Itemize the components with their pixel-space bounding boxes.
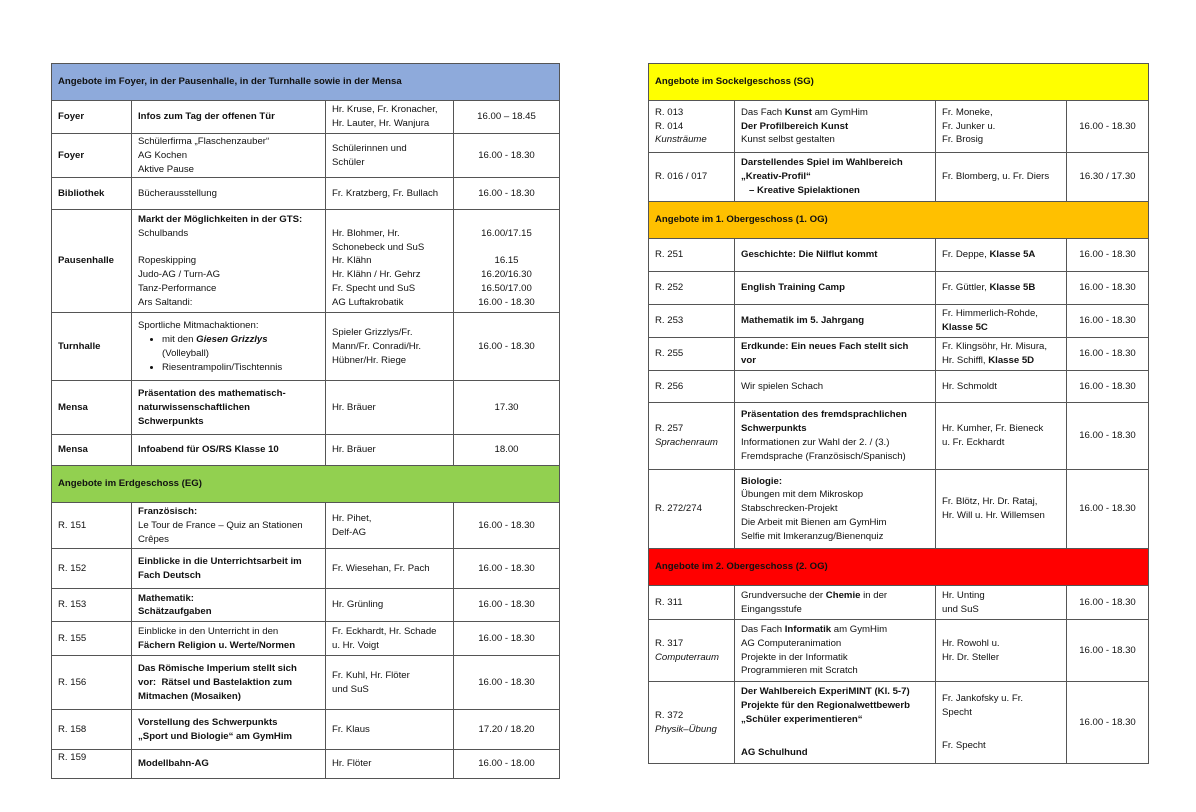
activity-line: vor: Rätsel und Bastelaktion zum [138,676,293,688]
staff-line [332,213,447,227]
activity-line: „Kreativ-Profil“ [741,171,811,183]
staff-cell [936,586,1067,620]
time-cell: 16.00 - 18.30 [1067,338,1149,371]
activity-cell: Geschichte: Die Nilflut kommt [735,239,936,272]
staff-line: Hr. Dr. Steller [942,651,1000,663]
section-title: Angebote im Sockelgeschoss (SG) [649,64,1149,101]
table-row [649,153,1149,202]
time-line [460,213,553,227]
activity-line: Projekte für den Regionalwettbewerb [741,699,910,711]
activity-line: Stabschrecken-Projekt [741,503,838,515]
staff-line: Delf-AG [332,526,367,538]
activity-line: Tanz-Performance [138,283,217,295]
staff-line: Fr. Moneke, [942,106,993,118]
time-cell: 16.00 - 18.30 [454,503,560,549]
activity-text: Das Fach [741,623,785,635]
room-label: Sprachenraum [655,437,718,448]
activity-cell [132,549,326,589]
staff-cell: Hr. Flöter [326,750,454,779]
activity-line: Programmieren mit Scratch [741,665,858,677]
room-cell: R. 311 [649,586,735,620]
activity-line: AG Schulhund [741,747,808,759]
staff-line: Schonebeck und SuS [332,241,425,253]
time-cell: 16.00 - 18.30 [454,622,560,656]
time-cell [454,210,560,313]
staff-line: Fr. Junker u. [942,120,996,132]
activity-text: am GymHim [811,106,868,118]
right-schedule-table [648,63,1149,764]
room-cell: R. 252 [649,272,735,305]
staff-line: Fr. Kuhl, Hr. Flöter [332,670,410,682]
table-row [649,338,1149,371]
staff-text: Fr. Deppe, [942,249,990,261]
room-cell: R. 151 [52,503,132,549]
activity-cell: English Training Camp [735,272,936,305]
staff-line: Hr. Klähn [332,255,372,267]
table-row [52,710,560,750]
staff-line: Spieler Grizzlys/Fr. [332,327,413,339]
staff-cell [326,503,454,549]
staff-cell [936,470,1067,549]
activity-line: Präsentation des mathematisch- [138,388,286,400]
activity-cell [735,338,936,371]
table-row [52,313,560,381]
bullet-text: Riesentrampolin/Tischtennis [162,361,283,373]
time-cell: 16.00 - 18.30 [454,549,560,589]
staff-line: Fr. Specht und SuS [332,283,416,295]
activity-text: Grundversuche der [741,589,826,601]
activity-line: Das Römische Imperium stellt sich [138,663,297,675]
staff-cell [326,101,454,134]
room-cell: R. 256 [649,371,735,403]
bullet-team-name: Giesen Grizzlys [196,334,268,346]
activity-line: Darstellendes Spiel im Wahlbereich [741,157,903,169]
section-header-og2 [649,549,1149,586]
room-cell: R. 251 [649,239,735,272]
activity-cell [132,503,326,549]
time-cell: 16.00 - 18.30 [454,134,560,178]
room-cell: R. 016 / 017 [649,153,735,202]
time-cell: 16.30 / 17.30 [1067,153,1149,202]
time-line: 16.00/17.15 [481,227,532,239]
staff-line: Hr. Pihet, [332,513,372,525]
bullet-text: (Volleyball) [162,347,209,359]
activity-cell [132,622,326,656]
table-row [649,470,1149,549]
room-cell: R. 156 [52,656,132,710]
list-item [162,361,319,375]
staff-cell [936,272,1067,305]
staff-cell [326,210,454,313]
activity-line: Einblicke in die Unterrichtsarbeit im [138,556,302,568]
room-cell: R. 152 [52,549,132,589]
room-line: R. 257 [655,423,684,435]
time-cell: 16.00 - 18.30 [1067,101,1149,153]
staff-line: u. Hr. Voigt [332,639,379,651]
time-cell: 16.00 - 18.30 [454,313,560,381]
staff-line: Hr. Kruse, Fr. Kronacher, [332,104,438,116]
staff-line: und SuS [942,603,979,615]
time-cell: 16.00 - 18.00 [454,750,560,779]
activity-line: Die Arbeit mit Bienen am GymHim [741,516,887,528]
staff-cell: Hr. Grünling [326,589,454,622]
class-label: Klasse 5A [989,249,1036,261]
table-row [649,682,1149,764]
subject-name: Chemie [825,589,861,601]
room-line: R. 013 [655,106,684,118]
section-header-sg [649,64,1149,101]
activity-line: Der Wahlbereich ExperiMINT (Kl. 5-7) [741,685,910,697]
activity-cell: Modellbahn-AG [132,750,326,779]
activity-cell [735,403,936,470]
room-cell: Bibliothek [52,178,132,210]
room-cell: R. 255 [649,338,735,371]
staff-text: Hr. Schiffl, [942,355,989,366]
activity-line: Crêpes [138,533,169,545]
room-cell: R. 153 [52,589,132,622]
section-header-foyer [52,64,560,101]
room-cell: R. 155 [52,622,132,656]
room-cell: Mensa [52,435,132,466]
time-line: 16.50/17.00 [481,283,532,295]
activity-line: Erdkunde: Ein neues Fach stellt sich [741,341,909,353]
activity-cell [735,470,936,549]
staff-line: Hr. Kumher, Fr. Bieneck [942,423,1044,435]
activity-cell [132,210,326,313]
room-cell [649,403,735,470]
table-row [649,371,1149,403]
table-row [52,503,560,549]
time-line: 16.00 - 18.30 [478,296,535,308]
activity-line: Übungen mit dem Mikroskop [741,489,864,501]
activity-cell [132,589,326,622]
activity-line: Schülerfirma „Flaschenzauber“ [138,136,270,147]
staff-line: Hübner/Hr. Riege [332,354,407,366]
staff-cell: Fr. Kratzberg, Fr. Bullach [326,178,454,210]
room-line: R. 014 [655,120,684,132]
activity-line: Selfie mit Imkeranzug/Bienenquiz [741,530,884,542]
activity-line: – Kreative Spielaktionen [741,184,860,196]
table-row [52,210,560,313]
staff-line: Fr. Specht [942,740,986,752]
staff-cell [326,313,454,381]
activity-cell [132,710,326,750]
table-row [52,435,560,466]
staff-cell: Fr. Blomberg, u. Fr. Diers [936,153,1067,202]
activity-line: „Schüler experimentieren“ [741,713,863,725]
table-row [52,101,560,134]
activity-title: Biologie: [741,475,783,487]
activity-line: naturwissenschaftlichen [138,401,250,413]
time-cell: 16.00 - 18.30 [1067,371,1149,403]
room-cell: R. 272/274 [649,470,735,549]
activity-line: Ars Saltandi: [138,296,193,308]
staff-line: Hr. Klähn / Hr. Gehrz [332,269,421,281]
activity-line: Projekte in der Informatik [741,651,848,663]
staff-line: AG Luftakrobatik [332,296,404,308]
class-label: Klasse 5C [942,322,988,333]
room-cell [649,101,735,153]
table-row [649,620,1149,682]
activity-cell [132,134,326,178]
staff-cell [936,101,1067,153]
section-header-eg [52,466,560,503]
list-item [162,333,319,361]
activity-cell: Wir spielen Schach [735,371,936,403]
staff-cell: Fr. Klaus [326,710,454,750]
bullet-text: mit den [162,334,197,346]
staff-line: Fr. Brosig [942,134,984,146]
activity-line: Fach Deutsch [138,569,201,581]
staff-cell [326,134,454,178]
staff-line: Fr. Eckhardt, Hr. Schade [332,626,437,638]
staff-line: Specht [942,706,972,718]
staff-line: Hr. Blohmer, Hr. [332,227,400,239]
activity-text: Das Fach [741,106,785,118]
table-row [649,101,1149,153]
activity-line: Eingangsstufe [741,603,802,615]
staff-cell: Hr. Bräuer [326,381,454,435]
activity-title: Französisch: [138,506,198,518]
activity-line: Mitmachen (Mosaiken) [138,690,241,702]
staff-cell: Hr. Bräuer [326,435,454,466]
activity-line: Mathematik: [138,592,194,604]
activity-cell [735,153,936,202]
activity-line: Schwerpunkts [138,415,204,427]
section-title: Angebote im Foyer, in der Pausenhalle, in der Turnhalle sowie in der Mensa [52,64,560,101]
activity-line [138,241,319,255]
activity-line: Ropeskipping [138,255,197,267]
activity-cell [735,101,936,153]
table-row [649,239,1149,272]
staff-line: u. Fr. Eckhardt [942,437,1005,448]
activity-cell [132,313,326,381]
activity-cell: Mathematik im 5. Jahrgang [735,305,936,338]
staff-cell: Fr. Wiesehan, Fr. Pach [326,549,454,589]
activity-line: Schwerpunkts [741,423,807,435]
activity-line: Fremdsprache (Französisch/Spanisch) [741,450,906,462]
activity-cell: Infos zum Tag der offenen Tür [132,101,326,134]
time-cell: 16.00 - 18.30 [1067,272,1149,305]
table-row [52,178,560,210]
time-cell: 16.00 - 18.30 [1067,682,1149,764]
activity-line: Schulbands [138,227,189,239]
activity-cell [132,656,326,710]
staff-line: Hr. Lauter, Hr. Wanjura [332,118,430,129]
activity-cell: Bücherausstellung [132,178,326,210]
table-row [649,305,1149,338]
time-cell: 16.00 - 18.30 [454,178,560,210]
section-title: Angebote im 2. Obergeschoss (2. OG) [649,549,1149,586]
staff-cell [326,622,454,656]
room-cell [649,682,735,764]
staff-line: Fr. Jankofsky u. Fr. [942,692,1024,704]
staff-line: Mann/Fr. Conradi/Hr. [332,340,422,352]
left-schedule-table [51,63,560,779]
room-cell: Turnhalle [52,313,132,381]
activity-cell [735,620,936,682]
staff-line: und SuS [332,683,369,695]
staff-cell [936,239,1067,272]
room-line: R. 372 [655,709,684,721]
room-cell: Pausenhalle [52,210,132,313]
activity-line: AG Kochen [138,149,188,161]
section-header-og1 [649,202,1149,239]
time-cell: 16.00 - 18.30 [1067,586,1149,620]
staff-line: Fr. Blötz, Hr. Dr. Rataj, [942,496,1038,508]
time-cell: 16.00 – 18.45 [454,101,560,134]
room-label: Computerraum [655,651,719,663]
table-row [649,403,1149,470]
section-title: Angebote im 1. Obergeschoss (1. OG) [649,202,1149,239]
activity-line: Vorstellung des Schwerpunkts [138,717,278,729]
activity-cell [735,682,936,764]
time-cell: 17.30 [454,381,560,435]
time-line: 16.20/16.30 [481,269,532,281]
activity-cell: Infoabend für OS/RS Klasse 10 [132,435,326,466]
time-line [460,241,553,255]
table-row [52,656,560,710]
staff-cell [936,338,1067,371]
time-cell: 16.00 - 18.30 [454,589,560,622]
staff-line: Schülerinnen und [332,142,407,154]
staff-cell [936,403,1067,470]
time-line: 16.15 [494,255,519,267]
table-row [52,622,560,656]
time-cell: 16.00 - 18.30 [1067,470,1149,549]
activity-line: „Sport und Biologie“ am GymHim [138,730,293,742]
activity-line: vor [741,355,756,366]
staff-line: Fr. Himmerlich-Rohde, [942,308,1038,320]
time-cell: 16.00 - 18.30 [1067,305,1149,338]
room-label: Physik–Übung [655,723,717,735]
activity-cell [132,381,326,435]
activity-line: Präsentation des fremdsprachlichen [741,409,907,421]
activity-text: in der [860,589,888,601]
staff-cell [936,620,1067,682]
table-row [52,589,560,622]
time-cell: 16.00 - 18.30 [1067,239,1149,272]
room-cell: R. 159 [52,750,132,779]
table-row [52,750,560,779]
time-cell: 17.20 / 18.20 [454,710,560,750]
activity-line: Fächern Religion u. Werte/Normen [138,639,296,651]
activity-line: Kunst selbst gestalten [741,134,835,146]
class-label: Klasse 5B [989,282,1036,294]
time-cell: 16.00 - 18.30 [454,656,560,710]
staff-text: Fr. Güttler, [942,282,990,294]
table-row [52,549,560,589]
room-cell: R. 253 [649,305,735,338]
staff-line: Schüler [332,156,365,168]
activity-line: Der Profilbereich Kunst [741,120,849,132]
class-label: Klasse 5D [988,355,1035,366]
activity-line: AG Computeranimation [741,637,842,649]
room-line: R. 317 [655,637,684,649]
time-cell: 18.00 [454,435,560,466]
activity-line: Judo-AG / Turn-AG [138,269,221,281]
activity-cell [735,586,936,620]
subject-name: Kunst [784,106,812,118]
activity-line: Sportliche Mitmachaktionen: [138,320,259,332]
subject-name: Informatik [784,623,832,635]
staff-line: Hr. Unting [942,589,985,601]
table-row [52,134,560,178]
section-title: Angebote im Erdgeschoss (EG) [52,466,560,503]
room-cell: Mensa [52,381,132,435]
staff-line: Fr. Klingsöhr, Hr. Misura, [942,341,1048,353]
activity-line: Le Tour de France – Quiz an Stationen [138,519,303,531]
staff-cell [936,305,1067,338]
activity-line: Informationen zur Wahl der 2. / (3.) [741,437,890,448]
activity-line: Schätzaufgaben [138,606,212,618]
activity-bullet-list [138,333,319,374]
time-cell: 16.00 - 18.30 [1067,403,1149,470]
staff-cell [936,682,1067,764]
room-cell: Foyer [52,101,132,134]
time-cell: 16.00 - 18.30 [1067,620,1149,682]
table-row [649,272,1149,305]
staff-cell [326,656,454,710]
activity-line: Einblicke in den Unterricht in den [138,626,279,638]
staff-line: Hr. Will u. Hr. Willemsen [942,510,1045,521]
staff-cell: Hr. Schmoldt [936,371,1067,403]
activity-line: Aktive Pause [138,163,194,175]
activity-text: am GymHim [831,623,888,635]
table-row [649,586,1149,620]
room-label: Kunsträume [655,134,707,146]
staff-line: Hr. Rowohl u. [942,637,1000,649]
room-cell: R. 158 [52,710,132,750]
table-row [52,381,560,435]
room-cell: Foyer [52,134,132,178]
activity-title: Markt der Möglichkeiten in der GTS: [138,214,303,226]
room-cell [649,620,735,682]
